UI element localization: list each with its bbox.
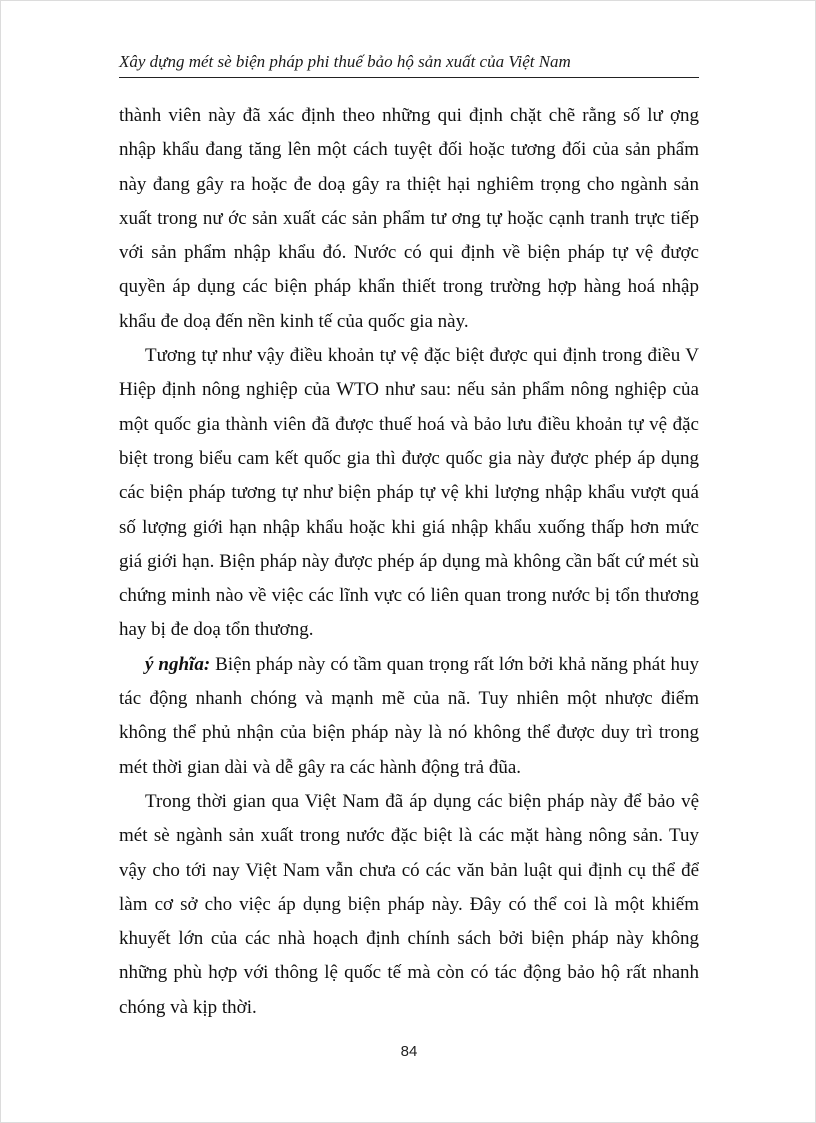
running-header-title: Xây dựng mét sè biện pháp phi thuế bảo hộ sản xuất của Việt Nam	[119, 52, 571, 71]
paragraph-special-safeguard: Tương tự như vậy điều khoản tự vệ đặc biệt được qui định trong điều V Hiệp định nông nghiệp của WTO như sau: nếu sản phẩm nông nghiệp của một quốc gia thành viên đã được thuế hoá và bảo lưu điều khoản tự vệ đặc biệt trong biểu cam kết quốc gia thì được quốc gia này được phép áp dụng các biện pháp tương tự như biện pháp tự vệ khi lượng nhập khẩu vượt quá số lượng giới hạn nhập khẩu hoặc khi giá nhập khẩu xuống thấp hơn mức giá giới hạn. Biện pháp này được phép áp dụng mà không cần bất cứ mét sù chứng minh nào về việc các lĩnh vực có liên quan trong nước bị tổn thương hay bị đe doạ tổn thương.	[119, 345, 699, 641]
significance-label: ý nghĩa:	[145, 653, 211, 675]
page-number: 84	[400, 1043, 418, 1060]
paragraph-continuation: thành viên này đã xác định theo những qui định chặt chẽ rằng số lư ợng nhập khẩu đang tăng lên một cách tuyệt đối hoặc tương đối của sản phẩm này đang gây ra hoặc đe doạ gây ra thiệt hại nghiêm trọng cho ngành sản xuất trong nư ớc sản xuất các sản phẩm tư ơng tự hoặc cạnh tranh trực tiếp với sản phẩm nhập khẩu đó. Nước có qui định về biện pháp tự vệ được quyền áp dụng các biện pháp khẩn thiết trong trường hợp hàng hoá nhập khẩu đe doạ đến nền kinh tế của quốc gia này.	[119, 105, 699, 332]
paragraph-vietnam-application: Trong thời gian qua Việt Nam đã áp dụng các biện pháp này để bảo vệ mét sè ngành sản xuất trong nước đặc biệt là các mặt hàng nông sản. Tuy vậy cho tới nay Việt Nam vẫn chưa có các văn bản luật qui định cụ thể để làm cơ sở cho việc áp dụng biện pháp này. Đây có thể coi là một khiếm khuyết lớn của các nhà hoạch định chính sách bởi biện pháp này không những phù hợp với thông lệ quốc tế mà còn có tác động bảo hộ rất nhanh chóng và kịp thời.	[119, 790, 699, 1018]
significance-text: Biện pháp này có tầm quan trọng rất lớn bởi khả năng phát huy tác động nhanh chóng và mạnh mẽ của nã. Tuy nhiên một nhược điểm không thể phủ nhận của biện pháp này là nó không thể được duy trì trong mét thời gian dài và dễ gây ra các hành động trả đũa.	[119, 653, 700, 778]
document-body	[119, 99, 699, 1025]
header-divider	[119, 77, 699, 78]
paragraph-significance	[119, 648, 699, 785]
